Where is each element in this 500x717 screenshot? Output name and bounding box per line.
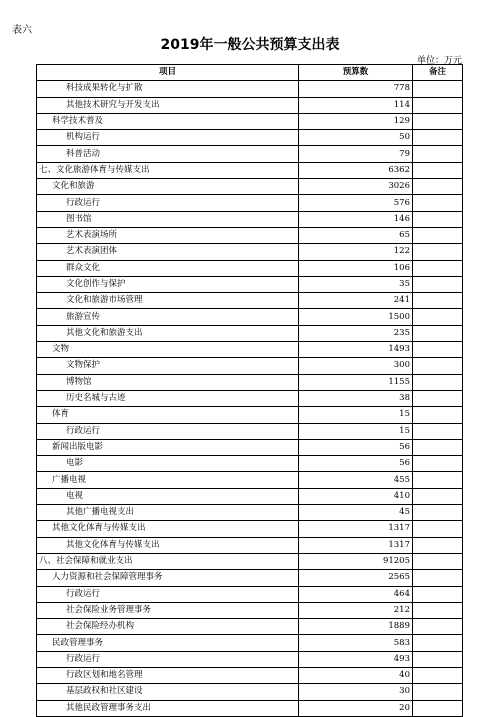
row-amount: 576 — [299, 195, 413, 211]
table-row — [37, 488, 463, 504]
table-row — [37, 81, 463, 97]
table-row — [37, 570, 463, 586]
table-row — [37, 113, 463, 129]
row-amount: 65 — [299, 227, 413, 243]
row-note — [413, 439, 463, 455]
row-note — [413, 130, 463, 146]
table-row — [37, 407, 463, 423]
row-item: 文化创作与保护 — [37, 276, 299, 292]
row-amount: 45 — [299, 505, 413, 521]
table-row — [37, 260, 463, 276]
row-item: 文物保护 — [37, 358, 299, 374]
row-item: 博物馆 — [37, 374, 299, 390]
row-item: 八、社会保障和就业支出 — [37, 553, 299, 569]
row-note — [413, 374, 463, 390]
row-amount: 91205 — [299, 553, 413, 569]
row-note — [413, 179, 463, 195]
row-note — [413, 325, 463, 341]
row-note — [413, 390, 463, 406]
row-note — [413, 488, 463, 504]
table-row — [37, 586, 463, 602]
row-item: 历史名城与古迹 — [37, 390, 299, 406]
table-label: 表六 — [12, 25, 32, 36]
row-amount: 146 — [299, 211, 413, 227]
row-amount: 40 — [299, 667, 413, 683]
row-item: 电视 — [37, 488, 299, 504]
row-item: 其他文化和旅游支出 — [37, 325, 299, 341]
row-note — [413, 276, 463, 292]
header-row — [37, 65, 463, 81]
row-note — [413, 227, 463, 243]
row-amount: 493 — [299, 651, 413, 667]
table-row — [37, 439, 463, 455]
table-row — [37, 423, 463, 439]
row-amount: 2565 — [299, 570, 413, 586]
row-amount: 122 — [299, 244, 413, 260]
row-item: 科学技术普及 — [37, 113, 299, 129]
table-row — [37, 374, 463, 390]
row-item: 文化和旅游 — [37, 179, 299, 195]
row-note — [413, 635, 463, 651]
row-note — [413, 684, 463, 700]
row-item: 电影 — [37, 456, 299, 472]
table-row — [37, 293, 463, 309]
row-amount: 410 — [299, 488, 413, 504]
row-note — [413, 586, 463, 602]
row-note — [413, 619, 463, 635]
row-amount: 56 — [299, 456, 413, 472]
table-row — [37, 635, 463, 651]
row-note — [413, 521, 463, 537]
table-body — [37, 81, 463, 717]
row-item: 其他民政管理事务支出 — [37, 700, 299, 716]
table-row — [37, 390, 463, 406]
row-note — [413, 537, 463, 553]
table-row — [37, 602, 463, 618]
table-row — [37, 456, 463, 472]
table-row — [37, 505, 463, 521]
row-note — [413, 260, 463, 276]
row-item: 其他技术研究与开发支出 — [37, 97, 299, 113]
row-item: 行政运行 — [37, 423, 299, 439]
table-row — [37, 537, 463, 553]
table-row — [37, 276, 463, 292]
row-amount: 6362 — [299, 162, 413, 178]
row-item: 科技成果转化与扩散 — [37, 81, 299, 97]
table-row — [37, 325, 463, 341]
table-row — [37, 472, 463, 488]
row-amount: 300 — [299, 358, 413, 374]
row-item: 图书馆 — [37, 211, 299, 227]
row-item: 社会保险业务管理事务 — [37, 602, 299, 618]
row-note — [413, 195, 463, 211]
row-amount: 464 — [299, 586, 413, 602]
row-amount: 129 — [299, 113, 413, 129]
row-amount: 35 — [299, 276, 413, 292]
row-note — [413, 602, 463, 618]
row-item: 社会保险经办机构 — [37, 619, 299, 635]
row-note — [413, 651, 463, 667]
row-item: 文化和旅游市场管理 — [37, 293, 299, 309]
row-amount: 15 — [299, 407, 413, 423]
table-row — [37, 97, 463, 113]
row-amount: 3026 — [299, 179, 413, 195]
row-note — [413, 358, 463, 374]
row-note — [413, 97, 463, 113]
table-row — [37, 244, 463, 260]
row-note — [413, 553, 463, 569]
row-item: 七、文化旅游体育与传媒支出 — [37, 162, 299, 178]
row-item: 广播电视 — [37, 472, 299, 488]
row-item: 体育 — [37, 407, 299, 423]
row-note — [413, 309, 463, 325]
row-amount: 106 — [299, 260, 413, 276]
row-item: 行政区划和地名管理 — [37, 667, 299, 683]
row-note — [413, 505, 463, 521]
row-amount: 1317 — [299, 521, 413, 537]
row-note — [413, 113, 463, 129]
row-amount: 20 — [299, 700, 413, 716]
header-item: 项目 — [37, 65, 299, 81]
row-note — [413, 244, 463, 260]
row-note — [413, 700, 463, 716]
table-row — [37, 211, 463, 227]
budget-table — [36, 64, 463, 717]
row-amount: 583 — [299, 635, 413, 651]
table-row — [37, 553, 463, 569]
table-row — [37, 667, 463, 683]
row-item: 文物 — [37, 342, 299, 358]
row-note — [413, 81, 463, 97]
row-amount: 15 — [299, 423, 413, 439]
table-row — [37, 342, 463, 358]
table-row — [37, 162, 463, 178]
row-amount: 114 — [299, 97, 413, 113]
row-note — [413, 456, 463, 472]
table-row — [37, 700, 463, 716]
row-note — [413, 407, 463, 423]
table-row — [37, 684, 463, 700]
row-amount: 1493 — [299, 342, 413, 358]
row-item: 其他文化体育与传媒支出 — [37, 521, 299, 537]
row-amount: 1317 — [299, 537, 413, 553]
row-item: 艺术表演场所 — [37, 227, 299, 243]
header-amount: 预算数 — [299, 65, 413, 81]
row-amount: 235 — [299, 325, 413, 341]
row-note — [413, 570, 463, 586]
row-amount: 30 — [299, 684, 413, 700]
row-item: 行政运行 — [37, 651, 299, 667]
row-amount: 241 — [299, 293, 413, 309]
row-item: 人力资源和社会保障管理事务 — [37, 570, 299, 586]
row-item: 其他广播电视支出 — [37, 505, 299, 521]
row-amount: 212 — [299, 602, 413, 618]
row-note — [413, 211, 463, 227]
page-title: 2019年一般公共预算支出表 — [160, 37, 340, 53]
row-item: 行政运行 — [37, 195, 299, 211]
row-note — [413, 162, 463, 178]
row-amount: 79 — [299, 146, 413, 162]
table-row — [37, 130, 463, 146]
table-row — [37, 521, 463, 537]
row-amount: 56 — [299, 439, 413, 455]
row-item: 艺术表演团体 — [37, 244, 299, 260]
row-note — [413, 472, 463, 488]
row-amount: 50 — [299, 130, 413, 146]
table-row — [37, 146, 463, 162]
row-note — [413, 423, 463, 439]
table-row — [37, 651, 463, 667]
row-amount: 1889 — [299, 619, 413, 635]
table-row — [37, 195, 463, 211]
row-amount: 1155 — [299, 374, 413, 390]
row-item: 机构运行 — [37, 130, 299, 146]
table-row — [37, 179, 463, 195]
row-item: 新闻出版电影 — [37, 439, 299, 455]
row-note — [413, 146, 463, 162]
unit-label: 单位：万元 — [416, 56, 462, 66]
row-item: 旅游宣传 — [37, 309, 299, 325]
row-item: 其他文化体育与传媒支出 — [37, 537, 299, 553]
row-amount: 38 — [299, 390, 413, 406]
row-note — [413, 342, 463, 358]
row-item: 科普活动 — [37, 146, 299, 162]
row-amount: 778 — [299, 81, 413, 97]
row-item: 民政管理事务 — [37, 635, 299, 651]
table-row — [37, 309, 463, 325]
row-amount: 1500 — [299, 309, 413, 325]
table-row — [37, 619, 463, 635]
row-item: 群众文化 — [37, 260, 299, 276]
table-row — [37, 227, 463, 243]
table-row — [37, 358, 463, 374]
row-note — [413, 293, 463, 309]
header-note: 备注 — [413, 65, 463, 81]
row-item: 行政运行 — [37, 586, 299, 602]
row-item: 基层政权和社区建设 — [37, 684, 299, 700]
row-amount: 455 — [299, 472, 413, 488]
row-note — [413, 667, 463, 683]
